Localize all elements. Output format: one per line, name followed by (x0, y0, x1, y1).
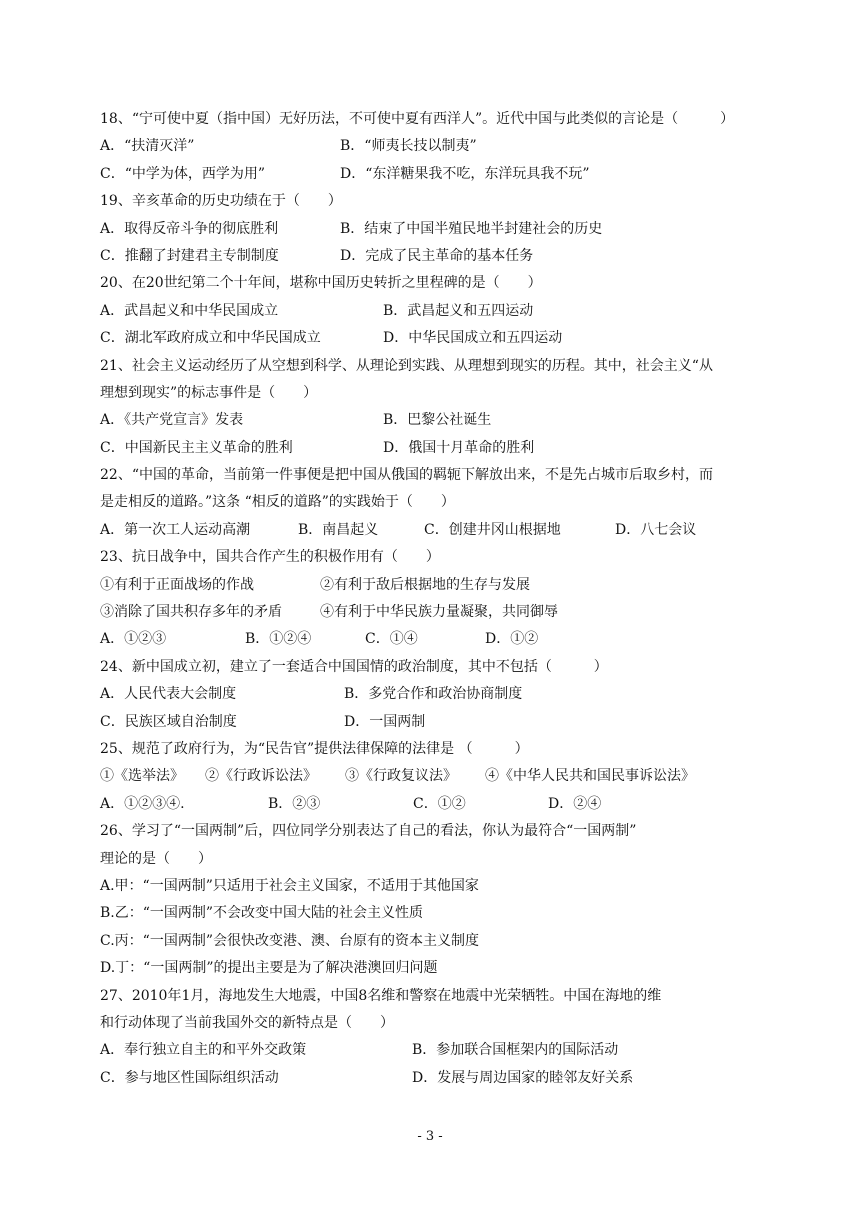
question-stem-line: 25、规范了政府行为，为“民告官”提供法律保障的法律是 （ ） (100, 740, 529, 757)
answer-option: C．创建井冈山根据地 (424, 521, 561, 538)
answer-option: D．一国两制 (344, 713, 426, 730)
answer-option: A．《共产党宣言》发表 (100, 412, 244, 429)
question-block (100, 462, 764, 544)
options-row (100, 325, 764, 352)
answer-option: A．①②③ (100, 631, 167, 648)
question-list (100, 106, 764, 1092)
options-row (100, 681, 764, 708)
options-row (100, 626, 764, 653)
options-row (100, 572, 764, 599)
options-row (100, 1037, 764, 1064)
answer-option: ④《中华人民共和国民事诉讼法》 (485, 768, 695, 785)
answer-option: C．民族区域自治制度 (100, 713, 237, 730)
question-block (100, 544, 764, 654)
answer-option: B．①②④ (245, 631, 312, 648)
options-row (100, 709, 764, 736)
question-block (100, 983, 764, 1093)
question-stem-line: 18、“宁可使中夏（指中国）无好历法，不可使中夏有西洋人”。近代中国与此类似的言论是（ ） (100, 111, 735, 127)
answer-option: D.丁：“一国两制”的提出主要是为了解决港澳回归问题 (100, 960, 438, 977)
answer-option: C.丙：“一国两制”会很快改变港、澳、台原有的资本主义制度 (100, 932, 479, 949)
options-row (100, 928, 764, 955)
answer-option: ④有利于中华民族力量凝聚，共同御辱 (320, 604, 558, 621)
question-stem-line: 是走相反的道路。”这条 “相反的道路”的实践始于（ ） (100, 494, 455, 511)
answer-option: B．②③ (268, 795, 321, 812)
answer-option: ②《行政诉讼法》 (205, 768, 317, 785)
options-row (100, 791, 764, 818)
options-row (100, 763, 764, 790)
options-row (100, 161, 764, 188)
question-stem-line: 20、在20世纪第二个十年间，堪称中国历史转折之里程碑的是（ ） (100, 275, 542, 292)
answer-option: ③《行政复议法》 (345, 768, 457, 785)
answer-option: B．巴黎公社诞生 (383, 412, 492, 429)
question-block (100, 736, 764, 818)
answer-option: C．推翻了封建君主专制制度 (100, 247, 279, 264)
options-row (100, 1065, 764, 1092)
options-row (100, 243, 764, 270)
options-row (100, 955, 764, 982)
question-stem-line: 21、社会主义运动经历了从空想到科学、从理论到实践、从理想到现实的历程。其中，社会主义“从 (100, 357, 713, 374)
answer-option: B．结束了中国半殖民地半封建社会的历史 (340, 220, 603, 237)
question-stem-line: 22、“中国的革命，当前第一件事便是把中国从俄国的羁轭下解放出来，不是先占城市后取乡村，而 (100, 467, 713, 484)
answer-option: A.甲：“一国两制”只适用于社会主义国家，不适用于其他国家 (100, 877, 479, 894)
answer-option: B．参加联合国框架内的国际活动 (412, 1042, 619, 1059)
question-block (100, 654, 764, 736)
answer-option: B．武昌起义和五四运动 (383, 302, 534, 319)
answer-option: D．完成了民主革命的基本任务 (340, 247, 534, 264)
answer-option: B.乙：“一国两制”不会改变中国大陆的社会主义性质 (100, 905, 424, 922)
answer-option: C．①② (413, 795, 466, 812)
answer-option: B．多党合作和政治协商制度 (344, 686, 523, 703)
question-block (100, 353, 764, 463)
answer-option: D．八七会议 (615, 521, 697, 538)
answer-option: D．发展与周边国家的睦邻友好关系 (412, 1069, 634, 1086)
answer-option: D．①② (485, 631, 539, 648)
answer-option: A．人民代表大会制度 (100, 686, 237, 703)
answer-option: C．湖北军政府成立和中华民国成立 (100, 330, 321, 347)
answer-option: A．“扶清灭洋” (100, 138, 195, 155)
question-stem-line: 27、2010年1月，海地发生大地震，中国8名维和警察在地震中光荣牺牲。中国在海地的维 (100, 987, 662, 1004)
answer-option: C．参与地区性国际组织活动 (100, 1069, 279, 1086)
answer-option: A．奉行独立自主的和平外交政策 (100, 1042, 307, 1059)
options-row (100, 133, 764, 160)
answer-option: ②有利于敌后根据地的生存与发展 (320, 576, 530, 593)
answer-option: C．①④ (365, 631, 418, 648)
page-number: - 3 - (417, 1129, 443, 1144)
question-stem-line: 和行动体现了当前我国外交的新特点是（ ） (100, 1014, 394, 1031)
answer-option: ①《选举法》 (100, 768, 184, 785)
answer-option: D．中华民国成立和五四运动 (383, 330, 563, 347)
question-stem-line: 26、学习了“一国两制”后，四位同学分别表达了自己的看法，你认为最符合“一国两制” (100, 823, 637, 840)
answer-option: C．中国新民主主义革命的胜利 (100, 439, 293, 456)
question-stem-line: 理想到现实”的标志事件是（ ） (100, 384, 318, 401)
answer-option: A．武昌起义和中华民国成立 (100, 302, 279, 319)
question-block (100, 818, 764, 982)
question-block (100, 106, 764, 188)
options-row (100, 900, 764, 927)
options-row (100, 298, 764, 325)
options-row (100, 517, 764, 544)
answer-option: D．“东洋糖果我不吃，东洋玩具我不玩” (340, 165, 590, 182)
answer-option: ③消除了国共积存多年的矛盾 (100, 604, 282, 621)
answer-option: A．①②③④. (100, 795, 185, 812)
options-row (100, 435, 764, 462)
options-row (100, 407, 764, 434)
question-stem-line: 24、新中国成立初，建立了一套适合中国国情的政治制度，其中不包括（ ） (100, 658, 608, 675)
answer-option: D．俄国十月革命的胜利 (383, 439, 535, 456)
question-block (100, 188, 764, 270)
answer-option: C．“中学为体，西学为用” (100, 165, 266, 182)
answer-option: A．取得反帝斗争的彻底胜利 (100, 220, 279, 237)
answer-option: A．第一次工人运动高潮 (100, 521, 251, 538)
answer-option: B．南昌起义 (298, 521, 379, 538)
options-row (100, 216, 764, 243)
options-row (100, 873, 764, 900)
options-row (100, 599, 764, 626)
answer-option: B．“师夷长技以制夷” (340, 138, 477, 155)
answer-option: D．②④ (548, 795, 602, 812)
question-block (100, 270, 764, 352)
question-stem-line: 23、抗日战争中，国共合作产生的积极作用有（ ） (100, 549, 440, 566)
answer-option: ①有利于正面战场的作战 (100, 576, 254, 593)
question-stem-line: 19、辛亥革命的历史功绩在于（ ） (100, 193, 342, 210)
question-stem-line: 理论的是（ ） (100, 850, 212, 867)
